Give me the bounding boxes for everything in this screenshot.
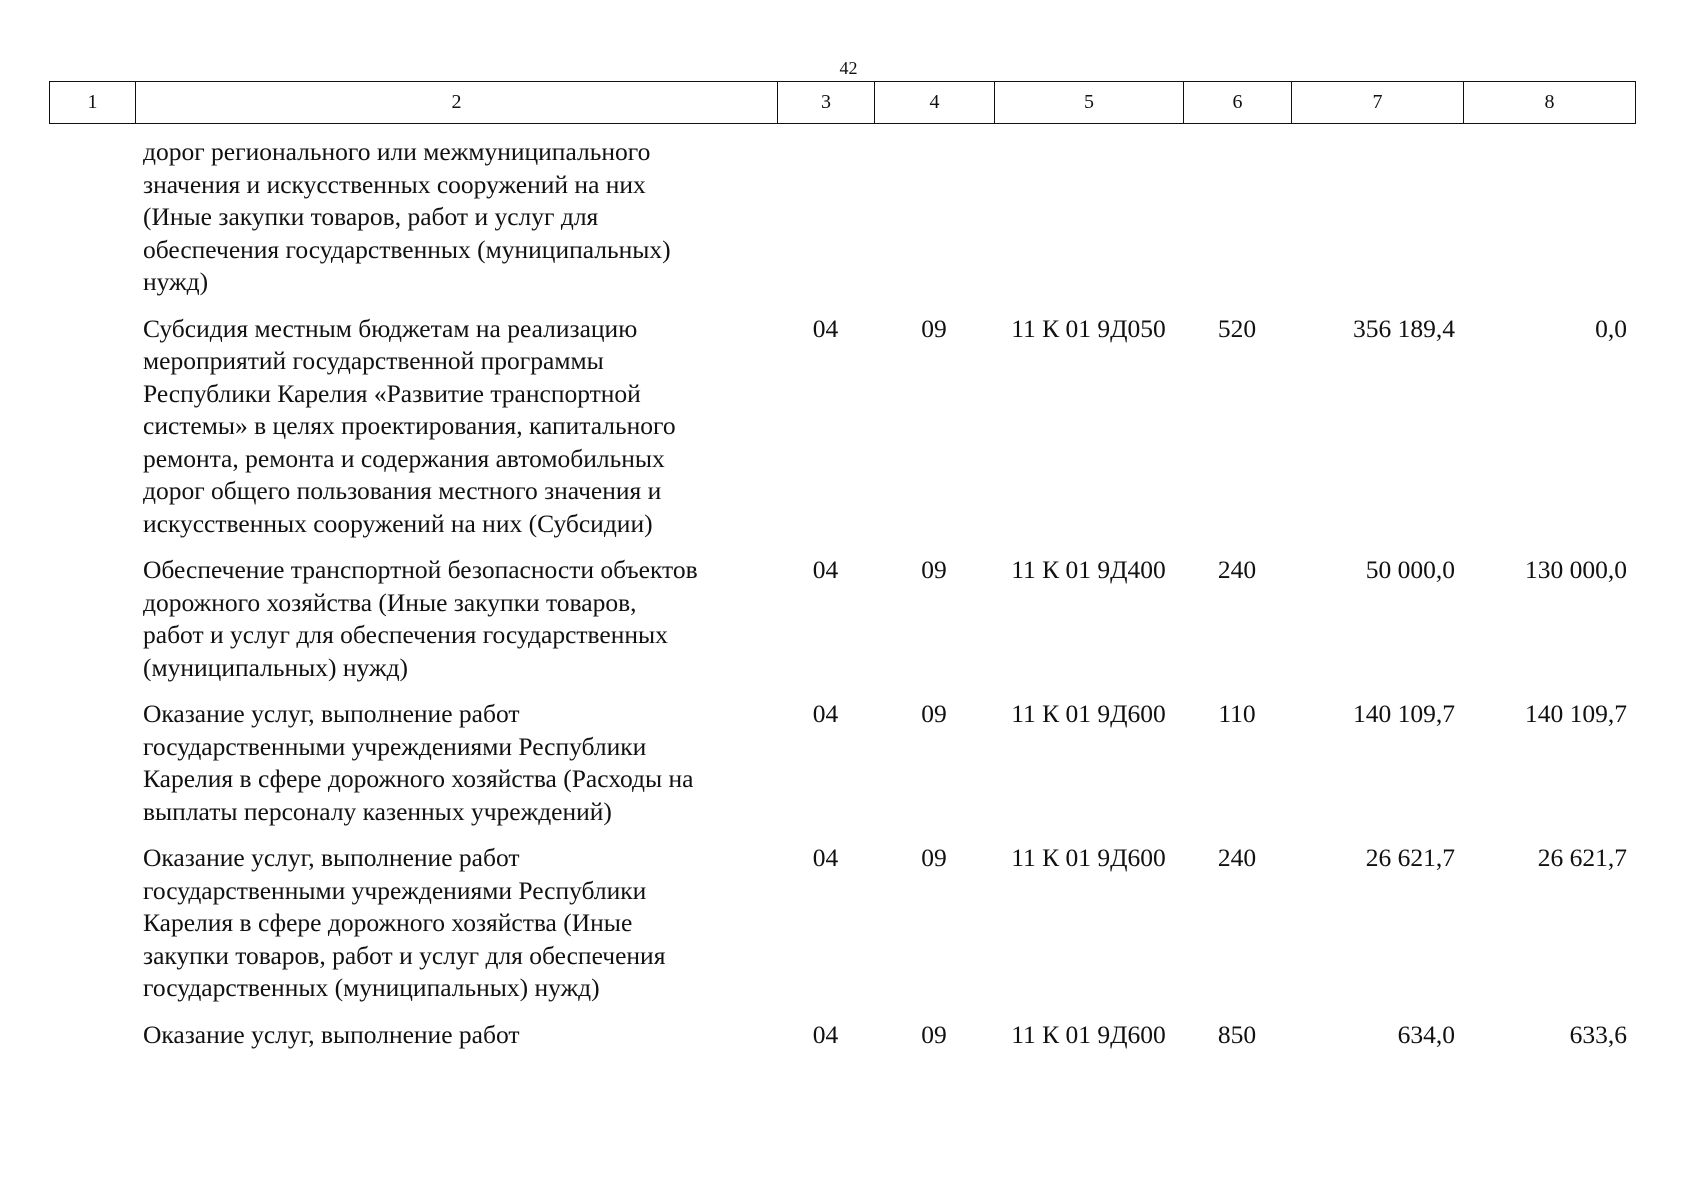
target-article-code: 11 К 01 9Д600: [1011, 1019, 1166, 1049]
column-header-4: 4: [875, 82, 995, 124]
page-number: 42: [839, 58, 858, 78]
description-line: Субсидия местным бюджетам на реализацию: [143, 313, 638, 343]
amount-year-2: 0,0: [1595, 313, 1627, 343]
description-line: значения и искусственных сооружений на них: [143, 169, 646, 199]
section-code: 04: [812, 555, 839, 584]
description-line: Республики Карелия «Развитие транспортной: [143, 378, 641, 408]
amount-year-1: 26 621,7: [1365, 843, 1455, 872]
target-article-code: 11 К 01 9Д400: [1011, 555, 1166, 584]
section-code: 04: [812, 843, 839, 872]
budget-table-body: [49, 136, 1635, 1065]
description-line: (муниципальных) нужд): [143, 652, 409, 682]
subsection-code: 09: [921, 555, 947, 584]
description-line: выплаты персоналу казенных учреждений): [143, 796, 612, 826]
description-line: государственных (муниципальных) нужд): [143, 973, 600, 1002]
description-line: закупки товаров, работ и услуг для обеспечения: [143, 940, 666, 970]
expense-type-code: 850: [1217, 1019, 1257, 1049]
amount-year-2: 130 000,0: [1525, 555, 1627, 584]
description-line: (Иные закупки товаров, работ и услуг для: [143, 202, 599, 231]
description-line: государственными учреждениями Республики: [143, 731, 647, 761]
row-description: [49, 313, 777, 541]
expense-type-code: 240: [1217, 843, 1257, 872]
table-row: [49, 698, 1635, 828]
column-header-6: 6: [1184, 82, 1292, 124]
description-line: Обеспечение транспортной безопасности объектов: [143, 555, 698, 584]
row-description: [49, 554, 777, 684]
row-description: [49, 1019, 777, 1052]
amount-year-2: 140 109,7: [1525, 699, 1627, 728]
description-line: Оказание услуг, выполнение работ: [143, 1019, 520, 1049]
description-line: Карелия в сфере дорожного хозяйства (Расходы на: [143, 764, 694, 793]
description-line: дорожного хозяйства (Иные закупки товаров,: [143, 587, 637, 617]
table-row: [49, 1019, 1635, 1052]
column-header-7: 7: [1292, 82, 1464, 124]
column-header-1: 1: [50, 82, 136, 124]
target-article-code: 11 К 01 9Д050: [1011, 313, 1166, 343]
expense-type-code: 110: [1218, 699, 1256, 728]
description-line: ремонта, ремонта и содержания автомобильных: [143, 443, 665, 473]
column-header-5: 5: [995, 82, 1184, 124]
amount-year-2: 26 621,7: [1537, 843, 1627, 872]
column-header-table: [49, 81, 1636, 124]
description-line: нужд): [143, 267, 209, 296]
column-header-8: 8: [1464, 82, 1636, 124]
column-header-row: [50, 82, 1636, 124]
amount-year-1: 140 109,7: [1353, 699, 1455, 728]
column-header-2: 2: [136, 82, 778, 124]
expense-type-code: 520: [1217, 313, 1257, 343]
description-line: мероприятий государственной программы: [143, 346, 604, 375]
description-line: Оказание услуг, выполнение работ: [143, 843, 520, 872]
description-line: Оказание услуг, выполнение работ: [143, 699, 520, 728]
amount-year-2: 633,6: [1569, 1019, 1627, 1049]
subsection-code: 09: [921, 313, 947, 343]
description-line: искусственных сооружений на них (Субсидии): [143, 508, 653, 538]
target-article-code: 11 К 01 9Д600: [1011, 843, 1166, 872]
table-row: [49, 554, 1635, 684]
description-line: дорог регионального или межмуниципального: [143, 137, 651, 166]
section-code: 04: [812, 1019, 839, 1049]
description-line: обеспечения государственных (муниципальных): [143, 234, 671, 264]
description-line: работ и услуг для обеспечения государственных: [143, 620, 668, 649]
subsection-code: 09: [921, 843, 947, 872]
subsection-code: 09: [921, 1019, 947, 1049]
table-row: [49, 136, 1635, 299]
description-line: дорог общего пользования местного значения и: [143, 476, 662, 505]
table-row: [49, 842, 1635, 1005]
amount-year-1: 356 189,4: [1353, 313, 1455, 343]
row-description: [49, 136, 777, 299]
row-description: [49, 698, 777, 828]
section-code: 04: [812, 313, 839, 343]
expense-type-code: 240: [1217, 555, 1257, 584]
subsection-code: 09: [921, 699, 947, 728]
description-line: Карелия в сфере дорожного хозяйства (Иные: [143, 908, 633, 937]
amount-year-1: 634,0: [1397, 1019, 1455, 1049]
table-row: [49, 313, 1635, 541]
amount-year-1: 50 000,0: [1365, 555, 1455, 584]
description-line: системы» в целях проектирования, капитального: [143, 411, 676, 440]
description-line: государственными учреждениями Республики: [143, 875, 647, 905]
section-code: 04: [812, 699, 839, 728]
target-article-code: 11 К 01 9Д600: [1011, 699, 1166, 728]
row-description: [49, 842, 777, 1005]
column-header-3: 3: [778, 82, 875, 124]
